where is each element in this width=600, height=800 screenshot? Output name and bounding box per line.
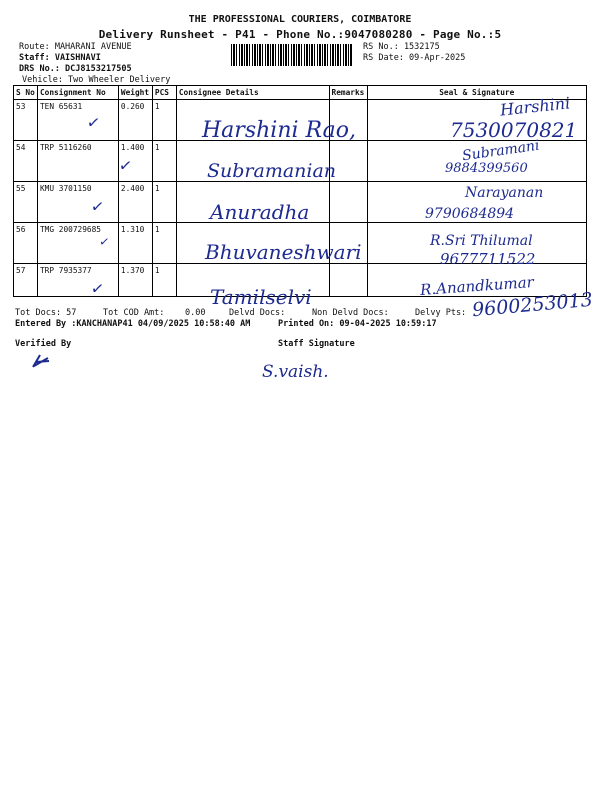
verified-by-label: Verified By	[15, 339, 72, 349]
cell-weight: 1.310	[118, 223, 152, 264]
non-delvd-docs: Non Delvd Docs:	[312, 308, 389, 318]
cell-consignment: TRP 5116260	[37, 141, 118, 182]
cell-pcs: 1	[152, 264, 176, 297]
col-header-remarks: Remarks	[329, 86, 367, 100]
vehicle-label: Vehicle: Two Wheeler Delivery	[22, 75, 171, 85]
cell-weight: 0.260	[118, 100, 152, 141]
cell-sno: 55	[14, 182, 38, 223]
handwritten-consignee: Anuradha	[210, 200, 310, 224]
tick-mark-icon: ✓	[90, 277, 105, 300]
staff-signature: S.vaish.	[262, 362, 329, 382]
drs-label: DRS No.: DCJ8153217505	[19, 64, 132, 74]
entered-by: Entered By :KANCHANAP41 04/09/2025 10:58:40 AM	[15, 319, 251, 329]
table-header-row	[14, 86, 587, 100]
verifier-signature-icon	[30, 352, 52, 370]
handwritten-signature: R.Anandkumar	[419, 273, 535, 299]
company-title: THE PROFESSIONAL COURIERS, COIMBATORE	[188, 14, 412, 25]
handwritten-signature: Subramani	[461, 137, 541, 165]
tick-mark-icon: ✓	[118, 154, 133, 177]
cell-sno: 56	[14, 223, 38, 264]
staff-signature-label: Staff Signature	[278, 339, 355, 349]
tot-cod-label: Tot COD Amt:	[103, 308, 165, 318]
tick-mark-icon: ✓	[86, 111, 101, 134]
cell-consignment: TEN 65631	[37, 100, 118, 141]
tick-mark-icon: ✓	[98, 233, 110, 251]
handwritten-phone: 7530070821	[450, 118, 578, 142]
rs-date: RS Date: 09-Apr-2025	[363, 53, 466, 63]
col-header-sno: S No	[14, 86, 38, 100]
cell-weight: 1.370	[118, 264, 152, 297]
col-header-consignee: Consignee Details	[176, 86, 329, 100]
tot-docs: Tot Docs: 57	[15, 308, 77, 318]
delvd-docs: Delvd Docs:	[229, 308, 286, 318]
col-header-pcs: PCS	[152, 86, 176, 100]
handwritten-consignee: Harshini Rao,	[202, 118, 356, 143]
rs-no: RS No.: 1532175	[363, 42, 440, 52]
cell-remarks	[329, 182, 367, 223]
handwritten-signature: R.Sri Thilumal	[430, 233, 533, 249]
cell-pcs: 1	[152, 223, 176, 264]
staff-label: Staff: VAISHNAVI	[19, 53, 101, 63]
printed-on: Printed On: 09-04-2025 10:59:17	[278, 319, 437, 329]
col-header-consignment: Consignment No	[37, 86, 118, 100]
handwritten-consignee: Tamilselvi	[210, 285, 312, 309]
tot-cod-value: 0.00	[185, 308, 206, 318]
cell-pcs: 1	[152, 182, 176, 223]
runsheet-title: Delivery Runsheet - P41 - Phone No.:9047080280 - Page No.:5	[98, 28, 502, 41]
cell-sno: 54	[14, 141, 38, 182]
handwritten-signature: Harshini	[499, 93, 572, 120]
cell-consignment: KMU 3701150	[37, 182, 118, 223]
handwritten-phone: 9884399560	[445, 161, 528, 176]
cell-sno: 57	[14, 264, 38, 297]
cell-pcs: 1	[152, 141, 176, 182]
route-label: Route: MAHARANI AVENUE	[19, 42, 132, 52]
handwritten-consignee: Subramanian	[207, 160, 337, 182]
cell-pcs: 1	[152, 100, 176, 141]
cell-weight: 1.400	[118, 141, 152, 182]
handwritten-phone: 9600253013	[471, 288, 594, 322]
cell-consignment: TRP 7935377	[37, 264, 118, 297]
handwritten-phone: 9790684894	[425, 206, 515, 222]
col-header-weight: Weight	[118, 86, 152, 100]
cell-sno: 53	[14, 100, 38, 141]
cell-weight: 2.400	[118, 182, 152, 223]
cell-remarks	[329, 264, 367, 297]
col-header-seal: Seal & Signature	[367, 86, 587, 100]
tick-mark-icon: ✓	[90, 195, 105, 218]
handwritten-signature: Narayanan	[465, 185, 544, 201]
delvy-pts: Delvy Pts:	[415, 308, 467, 318]
cell-consignment: TMG 200729685	[37, 223, 118, 264]
handwritten-phone: 9677711522	[440, 250, 536, 268]
handwritten-consignee: Bhuvaneshwari	[205, 240, 362, 264]
barcode	[231, 44, 353, 66]
